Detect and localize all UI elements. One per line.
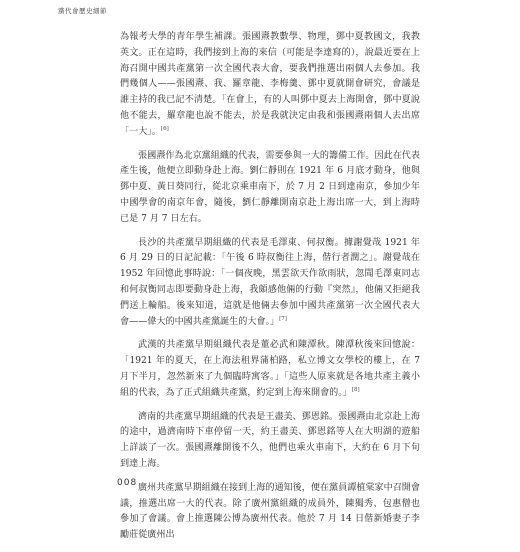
footnote-marker: [6]: [160, 125, 169, 132]
paragraph: [120, 236, 420, 331]
footnote-marker: [7]: [279, 315, 287, 322]
paragraph-text: 濟南的共產黨早期組織的代表是王盡美、鄧恩銘。張國燾由北京赴上海的途中，過濟南時下車停留一天，約王盡美、鄧恩銘等人在大明湖的遊船上詳談了一次。張國燾離開後不久，他們也乘火車南下，大約在 6 月下旬到達上海。: [120, 411, 420, 469]
paragraph-text: 為報考大學的青年學生補課。張國燾教數學、物理，鄧中夏教國文，我教英文。正在這時，我們接到上海的來信（可能是李達寫的），說最近要在上海召開中國共產黨第一次全國代表大會，要我們推選出兩個人去參加。我們幾個人——張國燾、我、羅章龍、李梅羹、鄧中夏就開會研究，會議是誰主持的我已記不清楚。「在會上，有的人叫鄧中夏去上海開會，鄧中夏說他不能去，羅章龍也說不能去，於是我就決定由我和張國燾兩個人去出席「一大」。: [120, 32, 420, 137]
page-number: 008: [117, 478, 138, 488]
paragraph-text: 武漢的共產黨早期組織代表是董必武和陳潭秋。陳潭秋後來回憶說：「1921 年的夏天，在上海法租界蒲柏路，私立博文女學校的樓上，在 7 月下半月，忽然新來了九個臨時寓客。」「這些人原來就是各地共產主義小組的代表，為了正式組織共產黨，約定到上海來開會的。」: [120, 340, 420, 398]
paragraph-text: 張國燾作為北京黨組織的代表，需要參與一大的籌備工作。因此在代表產生後，他便立即動身赴上海。劉仁靜則在 1921 年 6 月底才動身，他與鄧中夏、黃日葵同行，從北京乘車南下，於 7 月 2 日到達南京，參加少年中國學會的南京年會，隨後，劉仁靜離開南京赴上海出席一大，到上海時已是 7 月 7 日左右。: [120, 150, 420, 224]
paragraph-text: 廣州共產黨早期組織在接到上海的通知後，便在黨員譚植棠家中召開會議，推選出席一大的代表。除了廣州黨組織的成員外，陳獨秀、包惠僧也參加了會議。會上推選陳公博為廣州代表。他於 7 月 14 日偕新婚妻子李勵莊從廣州出: [120, 482, 420, 541]
paragraph-text: 長沙的共產黨早期組織的代表是毛澤東、何叔衡。據謝覺哉 1921 年 6 月 29 日的日記記載：「午後 6 時叔衡往上海，偕行者潤之」。謝覺哉在 1952 年回憶此事時說：「一個夜晚，黑雲欲天作欲雨狀，忽聞毛澤東同志和何叔衡同志即要動身赴上海，我頗感他倆的行動『突然』，他倆又拒絕我們送上輪船。後來知道，這就是他倆去參加中國共產黨第一次全國代表大會——偉大的中國共產黨誕生的大會。」: [120, 237, 420, 327]
running-header: 黨代會歷史細節: [58, 7, 107, 15]
paragraph: [120, 410, 420, 473]
footnote-marker: [8]: [351, 386, 360, 393]
paragraph: [120, 338, 420, 401]
paragraph: [120, 149, 420, 228]
body-text: [120, 30, 420, 552]
paragraph: [120, 30, 420, 141]
paragraph: [120, 481, 420, 544]
